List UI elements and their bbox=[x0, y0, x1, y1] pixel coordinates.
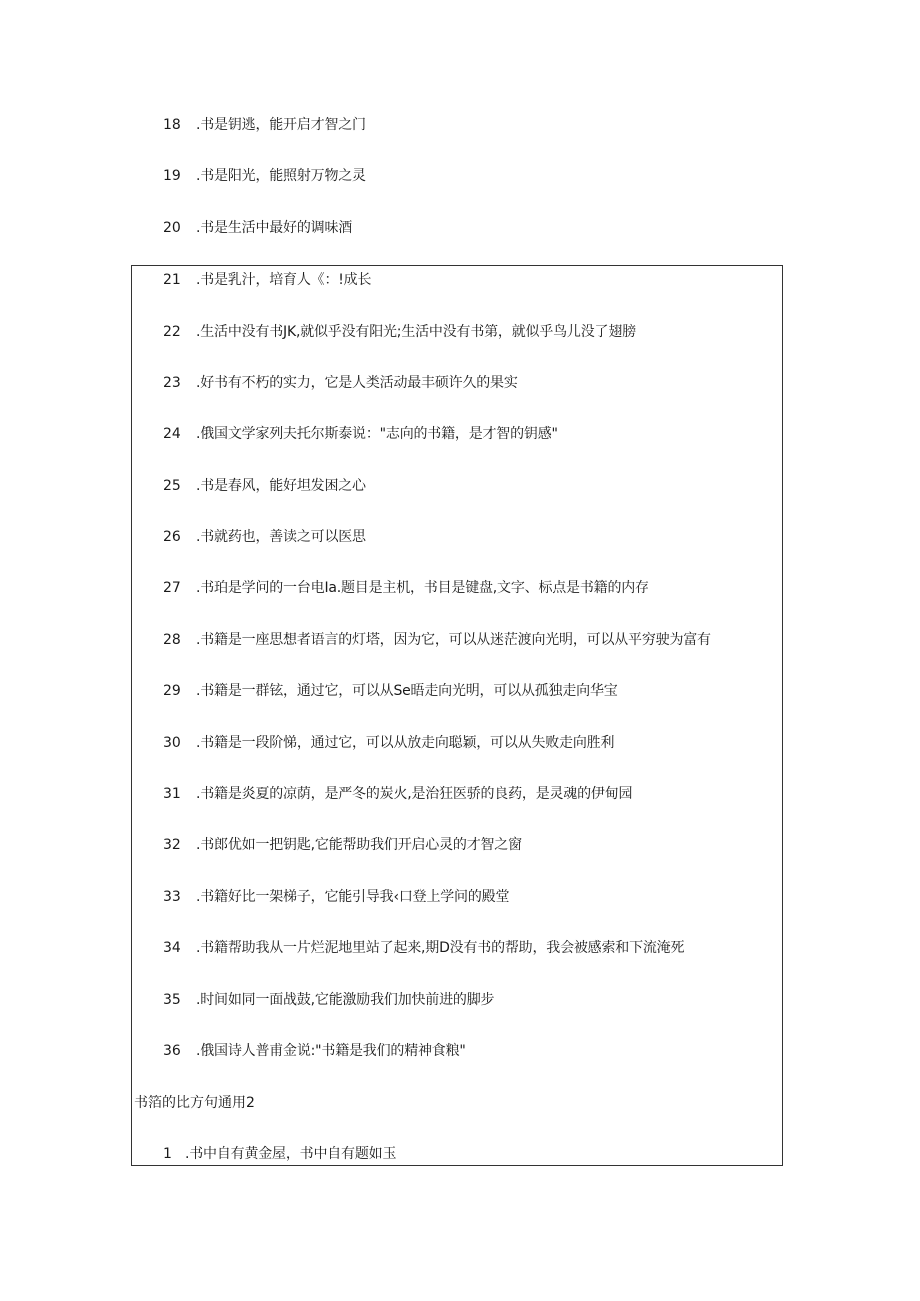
item-text: .书籍帮助我从一片烂泥地里站了起来,期D没有书的帮助，我会被感索和下流淹死 bbox=[196, 940, 685, 956]
item-text: .俄国文学家列夫托尔斯泰说："志向的书籍，是才智的钥感" bbox=[196, 426, 558, 442]
item-text: .书是钥逃，能开启才智之门 bbox=[196, 117, 366, 133]
item-text: .时间如同一面战鼓,它能激励我们加快前进的脚步 bbox=[196, 992, 495, 1008]
item-number: 33 bbox=[163, 889, 181, 905]
item-text: .书是春风，能好坦发困之心 bbox=[196, 478, 366, 494]
item-number: 21 bbox=[163, 272, 181, 288]
item-number: 25 bbox=[163, 478, 181, 494]
item-text: .书籍是一群铉，通过它，可以从Se晤走向光明，可以从孤独走向华宝 bbox=[196, 683, 618, 699]
item-number: 36 bbox=[163, 1043, 181, 1059]
item-number: 30 bbox=[163, 735, 181, 751]
item-text: .书珀是学问的一台电Ia.题目是主机，书目是键盘,文字、标点是书籍的内存 bbox=[196, 580, 649, 596]
item-text: .书是乳汁，培育人《：!成长 bbox=[196, 272, 372, 288]
item-number: 18 bbox=[163, 117, 181, 133]
item-number: 27 bbox=[163, 580, 181, 596]
item-text: .俄国诗人普甫金说:"书籍是我们的精神食粮" bbox=[196, 1043, 466, 1059]
item-text: .好书有不朽的实力，它是人类活动最丰硕许久的果实 bbox=[196, 375, 518, 391]
item-text: .书籍是一座思想者语言的灯塔，因为它，可以从迷茫渡向光明，可以从平穷驶为富有 bbox=[196, 632, 711, 648]
item-number: 24 bbox=[163, 426, 181, 442]
item-text: .书就药也，善读之可以医思 bbox=[196, 529, 366, 545]
item-text: .书是生活中最好的调味酒 bbox=[196, 220, 353, 236]
item-number: 20 bbox=[163, 220, 181, 236]
item-text: .书中自有黄金屋，书中自有题如玉 bbox=[185, 1146, 397, 1162]
item-number: 35 bbox=[163, 992, 181, 1008]
item-number: 32 bbox=[163, 837, 181, 853]
item-number: 19 bbox=[163, 168, 181, 184]
item-text: .书籍是炎夏的凉荫，是严冬的炭火,是治狂医骄的良药，是灵魂的伊甸园 bbox=[196, 786, 633, 802]
item-number: 29 bbox=[163, 683, 181, 699]
item-number: 31 bbox=[163, 786, 181, 802]
content-frame bbox=[131, 265, 783, 1166]
item-text: .生活中没有书JK,就似乎没有阳光;生活中没有书第，就似乎鸟儿没了翅膀 bbox=[196, 324, 636, 340]
item-text: .书籍是一段阶悌，通过它，可以从放走向聪颖，可以从失败走向胜利 bbox=[196, 735, 615, 751]
item-text: .书是阳光，能照射万物之灵 bbox=[196, 168, 366, 184]
item-text: .书籍好比一架梯子，它能引导我‹口登上学问的殿堂 bbox=[196, 889, 510, 905]
item-number: 26 bbox=[163, 529, 181, 545]
item-number: 23 bbox=[163, 375, 181, 391]
item-number: 34 bbox=[163, 940, 181, 956]
item-number: 1 bbox=[163, 1146, 172, 1162]
section-heading: 书箔的比方句通用2 bbox=[134, 1095, 255, 1111]
item-number: 22 bbox=[163, 324, 181, 340]
item-text: .书郎优如一把钥匙,它能帮助我们开启心灵的才智之窗 bbox=[196, 837, 522, 853]
item-number: 28 bbox=[163, 632, 181, 648]
